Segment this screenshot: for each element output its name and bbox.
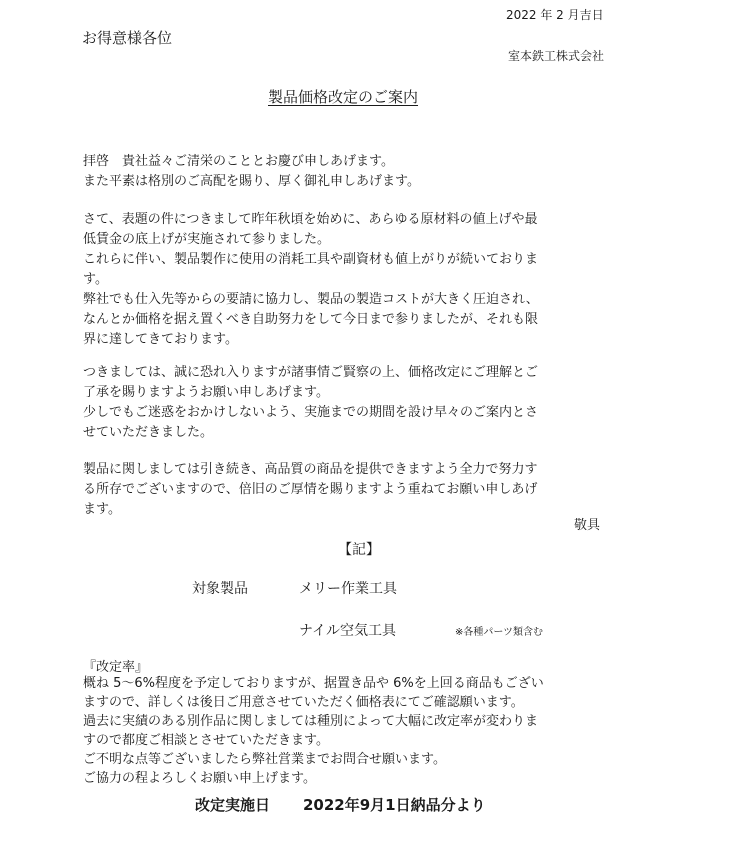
effective-date-value: 2022年9月1日納品分より	[303, 796, 486, 814]
text-line: これらに伴い、製品製作に使用の消耗工具や副資材も値上がりが続いておりま	[83, 252, 539, 267]
text-line: ます。	[83, 502, 121, 517]
parts-note: ※各種パーツ類含む	[455, 627, 543, 638]
rate-paragraph	[83, 674, 544, 788]
reason-paragraph	[83, 210, 539, 350]
text-line: せていただきました。	[83, 425, 214, 440]
text-line: る所存でございますので、倍旧のご厚情を賜りますよう重ねてお願い申しあげ	[83, 482, 538, 497]
document-title: 製品価格改定のご案内	[268, 88, 419, 106]
product-nile-air-tools: ナイル空気工具	[299, 623, 397, 639]
text-line: す。	[83, 272, 108, 287]
issue-date: 2022 年 2 月吉日	[506, 8, 604, 22]
rate-heading: 『改定率』	[83, 660, 149, 675]
text-line: なんとか価格を据え置くべき自助努力をして今日まで参りましたが、それも限	[83, 312, 539, 327]
closing-salutation: 敬具	[574, 518, 601, 533]
text-line: また平素は格別のご高配を賜り、厚く御礼申しあげます。	[83, 174, 420, 189]
text-line: ご不明な点等ございましたら弊社営業までお問合せ願います。	[83, 752, 446, 767]
text-line: 製品に関しましては引き続き、高品質の商品を提供できますよう全力で努力す	[83, 462, 538, 477]
text-line: 拝啓 貴社益々ご清栄のこととお慶び申しあげます。	[83, 154, 394, 169]
text-line: 了承を賜りますようお願い申しあげます。	[83, 385, 329, 400]
text-line: 過去に実績のある別作品に関しましては種別によって大幅に改定率が変わりま	[83, 714, 539, 729]
text-line: つきましては、誠に恐れ入りますが諸事情ご賢察の上、価格改定にご理解とご	[83, 365, 539, 380]
text-line: すので都度ご相談とさせていただきます。	[83, 733, 329, 748]
text-line: 低賃金の底上げが実施されて参りました。	[83, 232, 331, 247]
company-name: 室本鉄工株式会社	[508, 49, 605, 63]
product-merry-tools: メリー作業工具	[299, 581, 397, 597]
text-line: 概ね 5～6%程度を予定しておりますが、据置き品や 6%を上回る商品もござい	[83, 676, 544, 691]
greeting-paragraph	[83, 152, 420, 192]
addressee: お得意様各位	[82, 29, 173, 47]
request-paragraph	[83, 363, 538, 443]
ki-heading: 【記】	[338, 542, 380, 558]
text-line: ご協力の程よろしくお願い申上げます。	[83, 771, 316, 786]
closing-paragraph	[83, 460, 537, 520]
text-line: ますので、詳しくは後日ご用意させていただく価格表にてご確認願います。	[83, 695, 524, 710]
text-line: 界に達してきております。	[83, 332, 238, 347]
text-line: 弊社でも仕入先等からの要請に協力し、製品の製造コストが大きく圧迫され、	[83, 292, 539, 307]
text-line: さて、表題の件につきまして昨年秋頃を始めに、あらゆる原材料の値上げや最	[83, 212, 538, 227]
text-line: 少しでもご迷惑をおかけしないよう、実施までの期間を設け早々のご案内とさ	[83, 405, 539, 420]
effective-date-label: 改定実施日	[195, 796, 271, 814]
target-products-label: 対象製品	[192, 581, 248, 597]
